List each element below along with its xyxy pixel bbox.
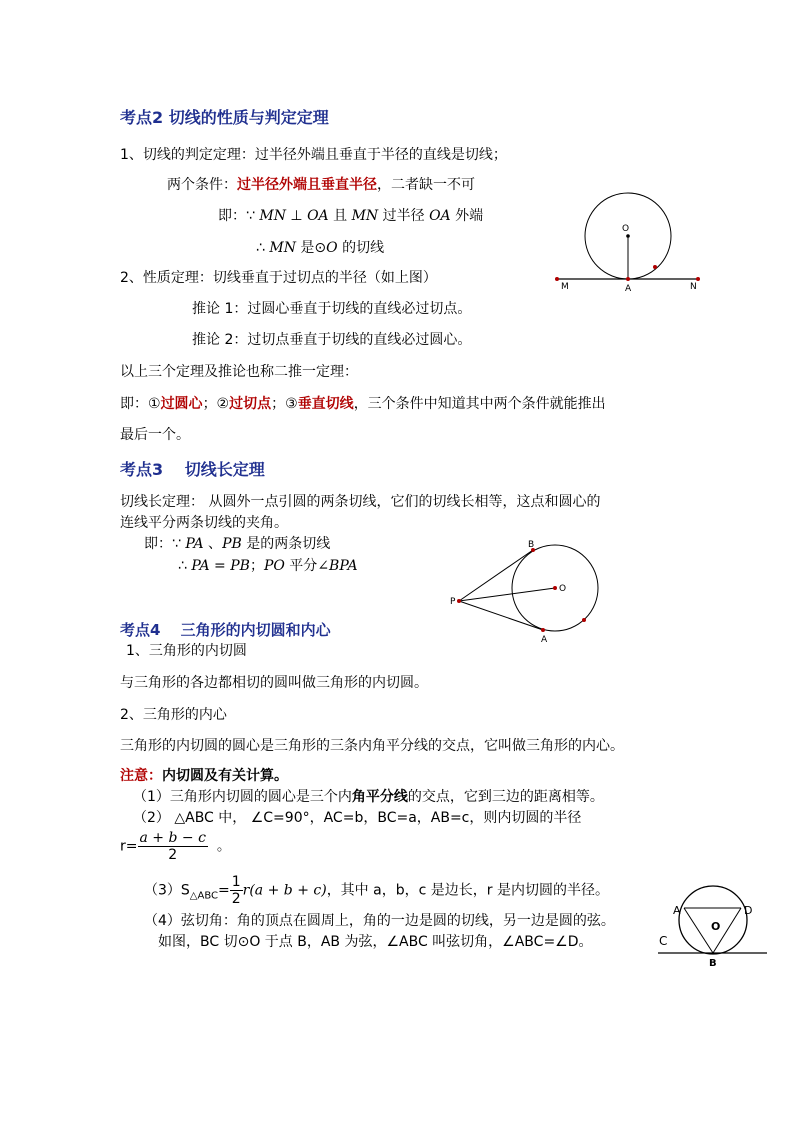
tangent-length-given <box>144 534 330 554</box>
tangent-pb <box>459 550 533 601</box>
note1-b: 的交点，它到三边的距离相等。 <box>407 789 604 805</box>
list-suffix: ，三个条件中知道其中两个条件就能推出 <box>353 396 606 412</box>
ji-sep: 、 <box>203 536 223 552</box>
therefore-end: 的切线 <box>337 240 385 256</box>
property-theorem: 2、性质定理：切线垂直于过切点的半径（如上图） <box>120 270 437 286</box>
math-angle-bpa: ∠BPA <box>317 558 358 574</box>
label-m: M <box>561 282 569 292</box>
label-a: A <box>625 284 632 294</box>
section4-heading: 考点4 三角形的内切圆和内心 <box>120 621 331 639</box>
two-conditions-highlight: 过半径外端且垂直半径 <box>237 177 377 193</box>
label-d: D <box>744 904 753 917</box>
label-a: A <box>541 635 548 645</box>
label-n: N <box>690 282 697 292</box>
fraction-numerator: a + b − c <box>139 830 206 846</box>
note-3 <box>144 874 609 907</box>
th-bisect: 平分 <box>284 558 318 574</box>
math-pb: PB <box>222 536 242 552</box>
th-prefix: ∴ <box>178 558 192 574</box>
note3-eq: = <box>218 882 230 899</box>
label-o: O <box>711 920 721 933</box>
ji-end: 是的两条切线 <box>241 536 331 552</box>
therefore-is: 是⊙ <box>295 240 327 256</box>
point-p <box>457 599 461 603</box>
note-line <box>120 766 288 786</box>
math-perp: ⊥ <box>285 208 308 224</box>
point-m <box>555 277 559 281</box>
th-semi: ； <box>249 558 264 574</box>
note3-formula: r(a + b + c) <box>242 882 327 899</box>
fraction <box>138 830 208 863</box>
math-oa: OA <box>307 208 329 224</box>
note-1 <box>133 787 604 807</box>
tangent-pa <box>459 601 543 630</box>
note3-suffix: ，其中 a，b，c 是边长，r 是内切圆的半径。 <box>326 882 609 899</box>
label-o: O <box>622 224 630 234</box>
tangent-length-line1: 切线长定理： 从圆外一点引圆的两条切线，它们的切线长相等，这点和圆心的 <box>120 494 601 510</box>
list-sep: ；③ <box>271 396 298 412</box>
section2-heading: 考点2 切线的性质与判定定理 <box>120 108 329 127</box>
point-n <box>696 277 700 281</box>
def-incircle: 与三角形的各边都相切的圆叫做三角形的内切圆。 <box>120 675 428 691</box>
note-title: 内切圆及有关计算。 <box>162 768 288 784</box>
fraction-denominator: 2 <box>168 847 178 863</box>
ji-through: 过半径 <box>378 208 430 224</box>
note1-bold: 角平分线 <box>351 789 408 805</box>
ji-end: 外端 <box>450 208 484 224</box>
corollary-1: 推论 1：过圆心垂直于切线的直线必过切点。 <box>192 301 472 317</box>
chord-ab <box>684 908 713 953</box>
note-4b: 如图，BC 切⊙O 于点 B，AB 为弦，∠ABC 叫弦切角，∠ABC=∠D。 <box>158 934 593 950</box>
list-sep: ；② <box>202 396 230 412</box>
r-eq: r= <box>120 838 138 855</box>
inradius-formula <box>120 830 231 863</box>
point-on-circle <box>582 618 586 622</box>
half-numerator: 1 <box>231 874 241 890</box>
list-prefix: 即：① <box>120 396 161 412</box>
period: 。 <box>216 838 231 855</box>
math-o: O <box>326 240 338 256</box>
math-mn: MN <box>351 208 379 224</box>
half-denominator: 2 <box>231 891 241 907</box>
label-a: A <box>673 904 681 917</box>
last-one: 最后一个。 <box>120 427 190 443</box>
def-incenter: 三角形的内切圆的圆心是三角形的三条内角平分线的交点，它叫做三角形的内心。 <box>120 738 624 754</box>
note1-a: （1）三角形内切圆的圆心是三个内 <box>133 789 352 805</box>
math-pa-eq-pb: PA = PB <box>191 558 250 574</box>
line-po <box>459 588 555 601</box>
condition-through-tangent-point: 过切点 <box>229 396 272 412</box>
tangent-length-conclusion <box>178 556 358 576</box>
note-label: 注意： <box>120 768 162 784</box>
label-b: B <box>709 958 717 969</box>
label-o: O <box>559 584 567 594</box>
point-o <box>553 586 557 590</box>
note3-sub: △ABC <box>189 890 218 902</box>
condition-perpendicular: 垂直切线 <box>297 396 354 412</box>
math-po: PO <box>263 558 285 574</box>
condition-through-center: 过圆心 <box>160 396 203 412</box>
judge-theorem: 1、切线的判定定理：过半径外端且垂直于半径的直线是切线； <box>120 147 507 163</box>
tangent-length-line2: 连线平分两条切线的夹角。 <box>120 515 288 531</box>
math-pa: PA <box>185 536 204 552</box>
label-b: B <box>528 540 535 550</box>
note-4: （4）弦切角：角的顶点在圆周上，角的一边是圆的切线，另一边是圆的弦。 <box>144 913 615 929</box>
math-mn: MN <box>259 208 286 224</box>
point-on-circle <box>653 265 657 269</box>
two-conditions-suffix: ，二者缺一不可 <box>377 177 475 193</box>
math-mn: MN <box>269 240 296 256</box>
ji-prefix: 即：∵ <box>144 536 186 552</box>
point-a <box>541 628 545 632</box>
ji-prefix: 即：∵ <box>218 208 260 224</box>
two-conditions-prefix: 两个条件： <box>167 177 237 193</box>
label-p: P <box>450 597 456 607</box>
therefore-prefix: ∴ <box>256 240 270 256</box>
half-fraction <box>230 874 243 907</box>
note3-prefix: （3）S <box>144 882 190 899</box>
note-2: （2） △ABC 中， ∠C=90°，AC=b，BC=a，AB=c，则内切圆的半径 <box>133 810 582 826</box>
corollary-2: 推论 2：过切点垂直于切线的直线必过圆心。 <box>192 332 472 348</box>
sub-incenter: 2、三角形的内心 <box>120 707 227 723</box>
math-oa: OA <box>429 208 451 224</box>
summary-line: 以上三个定理及推论也称二推一定理： <box>120 364 358 380</box>
sub-incircle: 1、三角形的内切圆 <box>126 643 247 659</box>
point-a <box>626 277 630 281</box>
center-point <box>626 234 630 238</box>
section3-heading: 考点3 切线长定理 <box>120 460 265 479</box>
ji-and: 且 <box>328 208 352 224</box>
label-c: C <box>659 934 668 948</box>
